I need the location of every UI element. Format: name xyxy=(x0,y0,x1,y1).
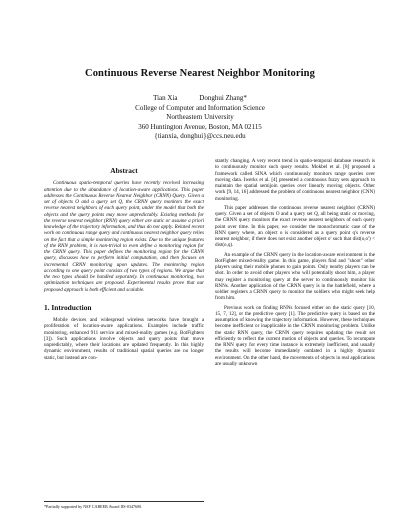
address: 360 Huntington Avenue, Boston, MA 02115 xyxy=(138,122,262,131)
email: {tianxia, donghui}@ccs.neu.edu xyxy=(154,132,246,141)
author-block xyxy=(0,94,400,142)
affiliation: College of Computer and Information Science xyxy=(135,103,265,112)
university: Northeastern University xyxy=(166,113,234,122)
right-column xyxy=(215,158,375,370)
footnote: *Partially supported by NSF CAREER Award IIS-0347600. xyxy=(44,501,204,509)
intro-paragraph: Mobile devices and widespread wireless networks have brought a proliferation of location-aware applications. Examples include traffic monitoring, enhanced 911 service and mixed-reality games (e.g. BotFighters [3]). Such applications involve objects and query points that move unpredictably, where their locations are updated frequently. In this highly dynamic environment, results of traditional spatial queries are no longer static, but instead are con- xyxy=(44,317,204,361)
paper-title: Continuous Reverse Nearest Neighbor Monitoring xyxy=(85,68,315,79)
left-column xyxy=(44,168,204,364)
author-names xyxy=(0,94,400,104)
body-paragraph: stantly changing. A very recent trend in spatio-temporal database research is to continuously monitor such query results. Mokbel et al. [8] proposed a framework called SINA which continuously monitors range queries over moving data. Iwerks et al. [4] presented a continuous fuzzy sets approach to maintain the spatial semijoin queries over linearly moving objects. Other work [9, 14, 16] addressed the problem of continuous nearest neighbor (CNN) monitoring. xyxy=(215,158,375,202)
abstract-text: Continuous spatio-temporal queries have recently received increasing attention due to the abundance of location-aware applications. This paper addresses the Continuous Reverse Nearest Neighbor (CRNN) Query. Given a set of objects O and a query set Q, the CRNN query monitors the exact reverse nearest neighbors of each query point, under the model that both the objects and the query points may move unpredictably. Existing methods for the reverse nearest neighbor (RNN) query either are static or assume a priori knowledge of the trajectory information, and thus do not apply. Related recent work on continuous range query and continuous nearest neighbor query relies on the fact that a simple monitoring region exists. Due to the unique features of the RNN problem, it is non-trivial to even define a monitoring region for the CRNN query. This paper defines the monitoring region for the CRNN query, discusses how to perform initial computation, and then focuses on incremental CRNN monitoring upon updates. The monitoring region according to one query point consists of two types of regions. We argue that the two types should be handled separately. In continuous monitoring, two optimization techniques are proposed. Experimental results prove that our proposed approach is both efficient and scalable. xyxy=(44,180,204,293)
author-name: Donghui Zhang* xyxy=(199,94,247,102)
body-paragraph: This paper addresses the continuous reverse nearest neighbor (CRNN) query. Given a set of objects O and a query set Q, all being static or moving, the CRNN query monitors the exact reverse nearest neighbors of each query point over time. In this paper, we consider the monochromatic case of the RNN query where, an object o is considered as a query point q's reverse nearest neighbor, if there does not exist another object o' such that dist(o,o') < dist(o,q). xyxy=(215,204,375,249)
body-paragraph: Previous work on finding RNNs focused either on the static query [10, 15, 7, 12], or the predictive query [1]. The predictive query is based on the assumption of knowing the trajectory information. However, these techniques become inefficient or inapplicable in the CRNN monitoring problem. Unlike the static RNN query, the CRNN query requires updating the result set efficiently to reflect the current motion of objects and queries. To recompute the RNN query for every time instance is extremely inefficient, and usually the results will become immediately outdated in a highly dynamic environment. On the other hand, the movements of objects in real applications are usually unknown xyxy=(215,304,375,367)
section-heading: 1. Introduction xyxy=(44,302,92,312)
author-name: Tian Xia xyxy=(153,94,178,102)
body-paragraph: An example of the CRNN query in the location-aware environment is the BotFighter mixed-reality game. In this game, players find and "shoot" other players using their mobile phones to gain points. Only nearby players can be shot. In order to avoid other players who will potentially shoot him, a player may register a monitoring query at the server to continuously monitor his RNNs. Another application of the CRNN query is in the battlefield, where a soldier registers a CRNN query to monitor the soldiers who might seek help from him. xyxy=(215,251,375,302)
abstract-heading: Abstract xyxy=(110,166,138,175)
